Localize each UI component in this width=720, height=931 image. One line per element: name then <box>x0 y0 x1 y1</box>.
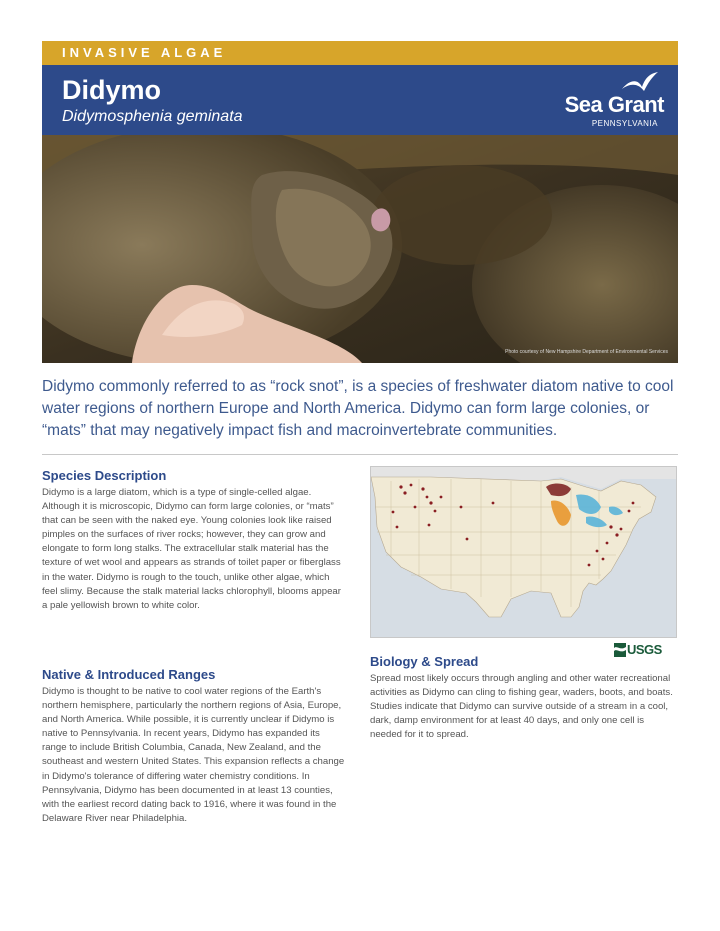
category-banner <box>42 41 678 65</box>
category-label: INVASIVE ALGAE <box>62 45 227 60</box>
species-description-body: Didymo is a large diatom, which is a type of single-celled algae. Although it is microscopic, Didymo can form large colonies, or “mats” that can be seen with the naked eye. Young colonies look like raised pimples on the surfaces of river rocks; however, they can grow and elongate to form long stalks. The extracellular stalk material has the texture of wet wool and appears as strands of toilet paper or fiberglass in the water. Didymo is rough to the touch, unlike other algae, which feel slimy. Because the stalk material lacks chlorophyll, blooms appear a pale yellowish brown to white color. <box>42 487 341 611</box>
logo-text: Sea Grant <box>564 92 664 117</box>
distribution-map <box>370 466 677 638</box>
usgs-text: USGS <box>627 642 662 657</box>
species-description-heading: Species Description <box>42 468 167 483</box>
scientific-name: Didymosphenia geminata <box>62 108 243 125</box>
didymo-photo <box>42 135 678 363</box>
ranges-section <box>42 667 347 826</box>
title-banner <box>42 65 678 135</box>
biology-body: Spread most likely occurs through angling and other water recreational activities as Didymo can cling to fishing gear, waders, boots, and boats. Studies indicate that Didymo can survive outside of a stream in a cool, dark, damp environment for at least 40 days, and only one cell is needed for it to spread. <box>370 673 673 741</box>
ranges-body: Didymo is thought to be native to cool water regions of the Earth's northern hemisphere, particularly the northern regions of Asia, Europe, and North America. While possible, it is currently unclear if Didymo is native to Pennsylvania. In recent years, Didymo has expanded its range to include British Columbia, Canada, New Zealand, and the southeast and western United States. This expansion reflects a change in Didymo's tolerance of differing water chemistry conditions. In Pennsylvania, Didymo has been documented in at least 13 counties, with the earliest record dating back to 1916, where it was found in the Delaware River near Philadelphia. <box>42 686 345 824</box>
ranges-heading: Native & Introduced Ranges <box>42 667 216 682</box>
intro-paragraph: Didymo commonly referred to as “rock snot”, is a species of freshwater diatom native to cool water regions of northern Europe and North America. Didymo can form large colonies, or “mats” that may negatively impact fish and macroinvertebrate communities. <box>42 378 674 439</box>
divider <box>42 454 678 455</box>
page-title: Didymo <box>62 75 162 105</box>
species-description-section <box>42 468 347 613</box>
logo-subtext: PENNSYLVANIA <box>591 119 658 128</box>
sea-grant-logo <box>534 71 664 131</box>
biology-section <box>370 654 675 742</box>
gull-icon <box>620 71 660 93</box>
photo-credit: Photo courtesy of New Hampshire Department of Environmental Services <box>505 349 668 355</box>
biology-heading: Biology & Spread <box>370 654 479 669</box>
